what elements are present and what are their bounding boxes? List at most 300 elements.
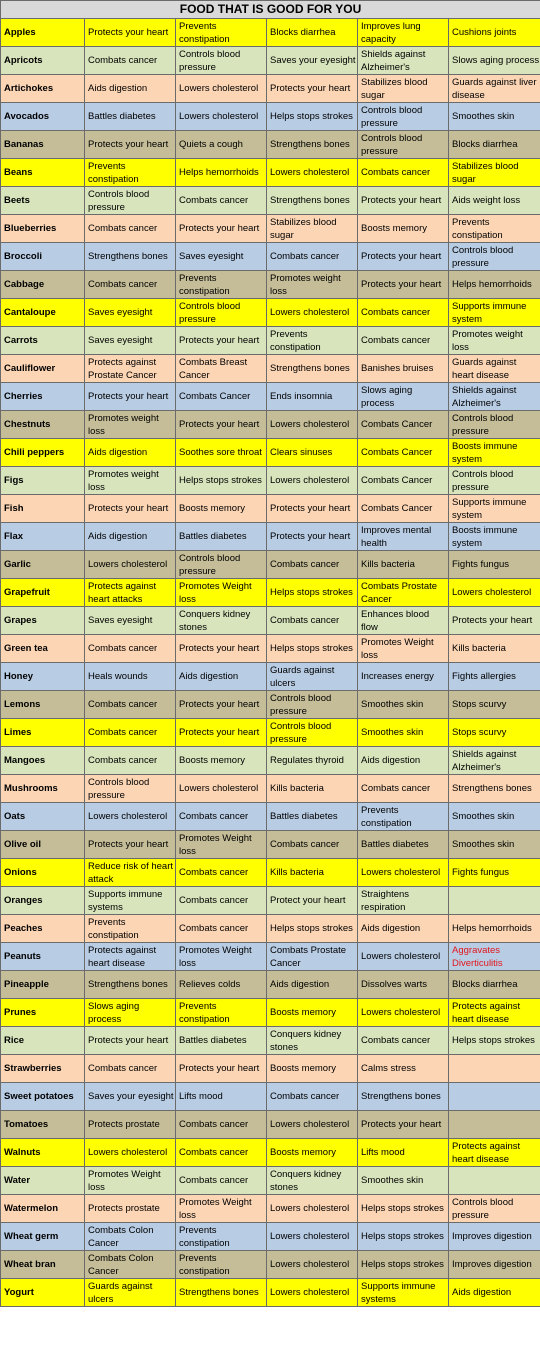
benefit-cell: Protects your heart [176,327,267,355]
table-row [1,1027,540,1055]
benefit-cell: Combats cancer [267,551,358,579]
benefit-cell: Boosts immune system [449,439,540,467]
food-name-cell: Oranges [1,887,85,915]
benefit-cell: Helps hemorrhoids [449,915,540,943]
benefit-cell: Combats cancer [358,299,449,327]
benefit-cell: Promotes weight loss [85,411,176,439]
benefit-cell: Boosts memory [267,1055,358,1083]
benefit-cell: Protects your heart [176,691,267,719]
benefit-cell: Prevents constipation [176,999,267,1027]
benefit-cell: Fights fungus [449,551,540,579]
benefit-cell: Protects your heart [267,523,358,551]
benefit-cell: Combats cancer [176,1167,267,1195]
benefit-cell: Guards against ulcers [267,663,358,691]
table-row [1,159,540,187]
benefit-cell: Combats cancer [176,1111,267,1139]
benefit-cell: Lowers cholesterol [267,467,358,495]
benefit-cell: Saves eyesight [85,299,176,327]
benefit-cell: Boosts memory [267,999,358,1027]
table-row [1,999,540,1027]
table-row [1,719,540,747]
table-row [1,243,540,271]
table-row [1,495,540,523]
benefit-cell: Saves your eyesight [85,1083,176,1111]
table-row [1,803,540,831]
food-name-cell: Garlic [1,551,85,579]
benefit-cell: Improves digestion [449,1223,540,1251]
food-name-cell: Rice [1,1027,85,1055]
food-name-cell: Flax [1,523,85,551]
benefit-cell: Boosts memory [267,1139,358,1167]
benefit-cell: Combats cancer [358,159,449,187]
benefit-cell: Protects your heart [176,411,267,439]
benefit-cell: Protects your heart [358,271,449,299]
benefit-cell: Improves lung capacity [358,19,449,47]
benefit-cell: Promotes Weight loss [176,831,267,859]
benefit-cell: Relieves colds [176,971,267,999]
benefit-cell: Enhances blood flow [358,607,449,635]
benefit-cell: Aids digestion [85,523,176,551]
table-row [1,1111,540,1139]
benefit-cell: Helps hemorrhoids [176,159,267,187]
food-name-cell: Chestnuts [1,411,85,439]
benefit-cell: Combats Cancer [358,439,449,467]
benefit-cell: Protects prostate [85,1111,176,1139]
table-row [1,1167,540,1195]
benefit-cell: Combats Prostate Cancer [267,943,358,971]
benefit-cell: Combats cancer [176,915,267,943]
benefit-cell: Lowers cholesterol [267,1223,358,1251]
table-row [1,859,540,887]
benefit-cell: Protects against heart attacks [85,579,176,607]
food-name-cell: Oats [1,803,85,831]
benefit-cell: Prevents constipation [358,803,449,831]
benefit-cell: Smoothes skin [358,719,449,747]
benefit-cell: Lowers cholesterol [176,103,267,131]
benefit-cell: Battles diabetes [267,803,358,831]
benefit-cell: Aids digestion [267,971,358,999]
benefit-cell: Protects your heart [176,215,267,243]
benefit-cell: Regulates thyroid [267,747,358,775]
benefit-cell: Controls blood pressure [449,243,540,271]
benefit-cell [449,1083,540,1111]
benefit-cell: Prevents constipation [176,1223,267,1251]
benefit-cell: Shields against Alzheimer's [449,747,540,775]
food-name-cell: Water [1,1167,85,1195]
benefit-cell: Combats cancer [85,691,176,719]
table-row [1,47,540,75]
table-row [1,75,540,103]
benefit-cell: Battles diabetes [176,523,267,551]
benefit-cell: Reduce risk of heart attack [85,859,176,887]
benefit-cell [449,1111,540,1139]
benefit-cell: Lowers cholesterol [358,999,449,1027]
benefit-cell: Protects your heart [358,1111,449,1139]
benefit-cell: Blocks diarrhea [449,131,540,159]
benefit-cell: Stops scurvy [449,691,540,719]
benefit-cell: Lowers cholesterol [267,1195,358,1223]
food-name-cell: Olive oil [1,831,85,859]
benefit-cell: Aids digestion [85,75,176,103]
benefit-cell: Boosts immune system [449,523,540,551]
food-name-cell: Sweet potatoes [1,1083,85,1111]
benefit-cell: Slows aging process [85,999,176,1027]
benefit-cell: Controls blood pressure [85,187,176,215]
table-row [1,131,540,159]
benefit-cell: Shields against Alzheimer's [449,383,540,411]
food-name-cell: Cantaloupe [1,299,85,327]
benefit-cell: Smoothes skin [449,103,540,131]
benefit-cell: Protects your heart [85,831,176,859]
food-name-cell: Blueberries [1,215,85,243]
food-name-cell: Watermelon [1,1195,85,1223]
food-name-cell: Fish [1,495,85,523]
table-row [1,355,540,383]
table-row [1,747,540,775]
table-row [1,215,540,243]
benefit-cell: Protects your heart [358,243,449,271]
benefit-cell: Combats cancer [267,831,358,859]
food-name-cell: Prunes [1,999,85,1027]
food-name-cell: Grapes [1,607,85,635]
benefit-cell: Lowers cholesterol [267,1251,358,1279]
table-row [1,915,540,943]
benefit-cell: Promotes Weight loss [358,635,449,663]
benefit-cell: Protects your heart [176,635,267,663]
benefit-cell: Combats cancer [176,859,267,887]
benefit-cell: Prevents constipation [176,19,267,47]
benefit-cell: Combats Breast Cancer [176,355,267,383]
benefit-cell: Calms stress [358,1055,449,1083]
benefit-cell: Banishes bruises [358,355,449,383]
benefit-cell: Strengthens bones [267,131,358,159]
benefit-cell: Stabilizes blood sugar [267,215,358,243]
table-row [1,1055,540,1083]
table-row [1,1251,540,1279]
benefit-cell: Supports immune system [449,299,540,327]
table-row [1,971,540,999]
benefit-cell: Lowers cholesterol [85,1139,176,1167]
benefit-cell: Slows aging process [449,47,540,75]
benefit-cell: Helps stops strokes [267,915,358,943]
food-name-cell: Apricots [1,47,85,75]
benefit-cell: Controls blood pressure [267,691,358,719]
food-name-cell: Broccoli [1,243,85,271]
benefit-cell: Improves digestion [449,1251,540,1279]
table-row [1,1139,540,1167]
benefit-cell: Guards against heart disease [449,355,540,383]
food-name-cell: Grapefruit [1,579,85,607]
table-row [1,1083,540,1111]
benefit-cell: Protects your heart [85,383,176,411]
benefit-cell: Battles diabetes [358,831,449,859]
benefit-cell: Improves mental health [358,523,449,551]
benefit-cell: Helps stops strokes [267,103,358,131]
food-name-cell: Cauliflower [1,355,85,383]
benefit-cell: Prevents constipation [176,271,267,299]
benefit-cell: Protects against heart disease [449,999,540,1027]
benefit-cell: Protects your heart [85,1027,176,1055]
benefit-cell: Guards against ulcers [85,1279,176,1307]
benefit-cell: Lowers cholesterol [449,579,540,607]
benefit-cell: Combats cancer [358,775,449,803]
benefit-cell: Lowers cholesterol [176,75,267,103]
food-name-cell: Carrots [1,327,85,355]
food-name-cell: Green tea [1,635,85,663]
benefit-cell: Quiets a cough [176,131,267,159]
table-row [1,1223,540,1251]
benefit-cell: Lowers cholesterol [358,859,449,887]
benefit-cell: Lowers cholesterol [85,803,176,831]
benefit-cell: Boosts memory [176,747,267,775]
benefit-cell: Protects against Prostate Cancer [85,355,176,383]
table-row [1,1195,540,1223]
benefit-cell: Protects your heart [176,1055,267,1083]
benefit-cell: Promotes Weight loss [85,1167,176,1195]
benefit-cell: Clears sinuses [267,439,358,467]
benefit-cell: Protects your heart [85,495,176,523]
benefit-cell: Smoothes skin [358,691,449,719]
table-row [1,943,540,971]
benefit-cell: Protects your heart [267,495,358,523]
benefit-cell: Controls blood pressure [176,47,267,75]
food-name-cell: Strawberries [1,1055,85,1083]
table-row [1,1279,540,1307]
table-row [1,299,540,327]
table-row [1,327,540,355]
benefit-cell [449,1167,540,1195]
benefit-cell: Combats Colon Cancer [85,1223,176,1251]
table-row [1,691,540,719]
benefit-cell: Aids digestion [358,747,449,775]
benefit-cell: Helps hemorrhoids [449,271,540,299]
food-name-cell: Yogurt [1,1279,85,1307]
benefit-cell: Combats cancer [85,747,176,775]
benefit-cell: Combats cancer [267,1083,358,1111]
benefit-cell: Lowers cholesterol [176,775,267,803]
benefit-cell: Blocks diarrhea [449,971,540,999]
food-name-cell: Peanuts [1,943,85,971]
benefit-cell: Kills bacteria [267,859,358,887]
benefit-cell: Combats cancer [85,635,176,663]
benefit-cell: Combats cancer [176,1139,267,1167]
food-name-cell: Beets [1,187,85,215]
benefit-cell: Protects against heart disease [85,943,176,971]
benefit-cell: Combats cancer [85,719,176,747]
benefit-cell: Promotes Weight loss [176,579,267,607]
benefit-cell: Strengthens bones [267,355,358,383]
benefit-cell: Strengthens bones [85,243,176,271]
benefit-cell: Controls blood pressure [358,131,449,159]
benefit-cell: Promotes weight loss [85,467,176,495]
benefit-cell: Protects your heart [85,19,176,47]
benefit-cell: Controls blood pressure [449,1195,540,1223]
food-name-cell: Artichokes [1,75,85,103]
benefit-cell: Protects prostate [85,1195,176,1223]
benefit-cell [449,887,540,915]
food-name-cell: Avocados [1,103,85,131]
benefit-cell: Kills bacteria [358,551,449,579]
benefit-cell: Protects your heart [358,187,449,215]
benefit-cell: Lowers cholesterol [267,1111,358,1139]
benefit-cell: Slows aging process [358,383,449,411]
benefit-cell: Kills bacteria [267,775,358,803]
benefit-cell: Protects against heart disease [449,1139,540,1167]
table-row [1,663,540,691]
food-name-cell: Cherries [1,383,85,411]
benefit-cell: Prevents constipation [176,1251,267,1279]
benefit-cell: Lowers cholesterol [358,943,449,971]
benefit-cell: Battles diabetes [85,103,176,131]
benefit-cell: Strengthens bones [449,775,540,803]
benefit-cell: Combats cancer [176,887,267,915]
benefit-cell: Combats cancer [176,803,267,831]
food-name-cell: Wheat germ [1,1223,85,1251]
benefit-cell: Combats Colon Cancer [85,1251,176,1279]
table-row [1,607,540,635]
food-name-cell: Wheat bran [1,1251,85,1279]
benefit-cell: Combats cancer [358,327,449,355]
food-name-cell: Pineapple [1,971,85,999]
benefit-cell: Lowers cholesterol [267,1279,358,1307]
benefit-cell: Stops scurvy [449,719,540,747]
benefit-cell: Straightens respiration [358,887,449,915]
benefit-cell: Combats Cancer [358,467,449,495]
benefit-cell: Protects your heart [85,131,176,159]
benefit-cell: Smoothes skin [449,831,540,859]
benefit-cell: Combats cancer [85,271,176,299]
food-name-cell: Mangoes [1,747,85,775]
benefit-cell: Helps stops strokes [267,579,358,607]
benefit-cell: Smoothes skin [449,803,540,831]
benefit-cell: Prevents constipation [85,159,176,187]
food-name-cell: Figs [1,467,85,495]
benefit-cell: Conquers kidney stones [176,607,267,635]
table-row [1,19,540,47]
benefit-cell: Aggravates Diverticulitis [449,943,540,971]
benefit-cell: Supports immune systems [85,887,176,915]
benefit-cell: Shields against Alzheimer's [358,47,449,75]
benefit-cell: Controls blood pressure [176,551,267,579]
food-name-cell: Apples [1,19,85,47]
benefit-cell: Heals wounds [85,663,176,691]
table-row [1,523,540,551]
benefit-cell: Combats cancer [85,1055,176,1083]
food-name-cell: Bananas [1,131,85,159]
benefit-cell: Smoothes skin [358,1167,449,1195]
benefit-cell: Saves eyesight [176,243,267,271]
table-row [1,635,540,663]
benefit-cell: Lifts mood [358,1139,449,1167]
benefit-cell: Prevents constipation [85,915,176,943]
benefit-cell: Helps stops strokes [358,1251,449,1279]
benefit-cell: Prevents constipation [267,327,358,355]
benefit-cell: Controls blood pressure [449,467,540,495]
benefit-cell: Supports immune system [449,495,540,523]
benefit-cell: Strengthens bones [176,1279,267,1307]
benefit-cell: Saves eyesight [85,607,176,635]
benefit-cell: Cushions joints [449,19,540,47]
table-row [1,467,540,495]
benefit-cell: Guards against liver disease [449,75,540,103]
table-row [1,411,540,439]
benefit-cell: Dissolves warts [358,971,449,999]
food-name-cell: Mushrooms [1,775,85,803]
benefit-cell: Stabilizes blood sugar [449,159,540,187]
food-name-cell: Peaches [1,915,85,943]
food-name-cell: Limes [1,719,85,747]
benefit-cell: Controls blood pressure [176,299,267,327]
table-row [1,887,540,915]
benefit-cell: Combats cancer [85,215,176,243]
food-name-cell: Cabbage [1,271,85,299]
benefit-cell: Conquers kidney stones [267,1167,358,1195]
table-row [1,439,540,467]
benefit-cell: Lowers cholesterol [85,551,176,579]
benefit-cell: Helps stops strokes [358,1223,449,1251]
benefit-cell: Fights allergies [449,663,540,691]
table-body [1,19,540,1307]
benefit-cell: Protects your heart [176,719,267,747]
table-row [1,831,540,859]
benefit-cell: Lowers cholesterol [267,159,358,187]
benefit-cell: Combats cancer [358,1027,449,1055]
benefit-cell: Promotes weight loss [267,271,358,299]
table-row [1,579,540,607]
table-row [1,187,540,215]
benefit-cell: Boosts memory [358,215,449,243]
benefit-cell: Battles diabetes [176,1027,267,1055]
benefit-cell: Stabilizes blood sugar [358,75,449,103]
benefit-cell: Saves your eyesight [267,47,358,75]
benefit-cell: Protects your heart [449,607,540,635]
benefit-cell: Saves eyesight [85,327,176,355]
benefit-cell: Protects your heart [267,75,358,103]
benefit-cell: Soothes sore throat [176,439,267,467]
benefit-cell: Aids digestion [449,1279,540,1307]
benefit-cell: Combats Cancer [358,411,449,439]
benefit-cell: Promotes weight loss [449,327,540,355]
benefit-cell: Strengthens bones [358,1083,449,1111]
benefit-cell: Controls blood pressure [267,719,358,747]
food-name-cell: Chili peppers [1,439,85,467]
table-row [1,383,540,411]
food-name-cell: Tomatoes [1,1111,85,1139]
benefit-cell: Controls blood pressure [85,775,176,803]
benefit-cell: Lowers cholesterol [267,299,358,327]
benefit-cell: Combats cancer [267,607,358,635]
food-name-cell: Walnuts [1,1139,85,1167]
benefit-cell: Aids digestion [85,439,176,467]
benefit-cell: Lowers cholesterol [267,411,358,439]
benefit-cell: Helps stops strokes [449,1027,540,1055]
benefit-cell: Blocks diarrhea [267,19,358,47]
table-title: FOOD THAT IS GOOD FOR YOU [1,1,540,19]
benefit-cell: Ends insomnia [267,383,358,411]
benefit-cell: Boosts memory [176,495,267,523]
benefit-cell: Combats Prostate Cancer [358,579,449,607]
benefit-cell: Supports immune systems [358,1279,449,1307]
benefit-cell [449,1055,540,1083]
benefit-cell: Combats cancer [85,47,176,75]
benefit-cell: Aids weight loss [449,187,540,215]
benefit-cell: Combats cancer [176,187,267,215]
benefit-cell: Lifts mood [176,1083,267,1111]
food-name-cell: Lemons [1,691,85,719]
food-name-cell: Onions [1,859,85,887]
benefit-cell: Strengthens bones [267,187,358,215]
benefit-cell: Aids digestion [176,663,267,691]
